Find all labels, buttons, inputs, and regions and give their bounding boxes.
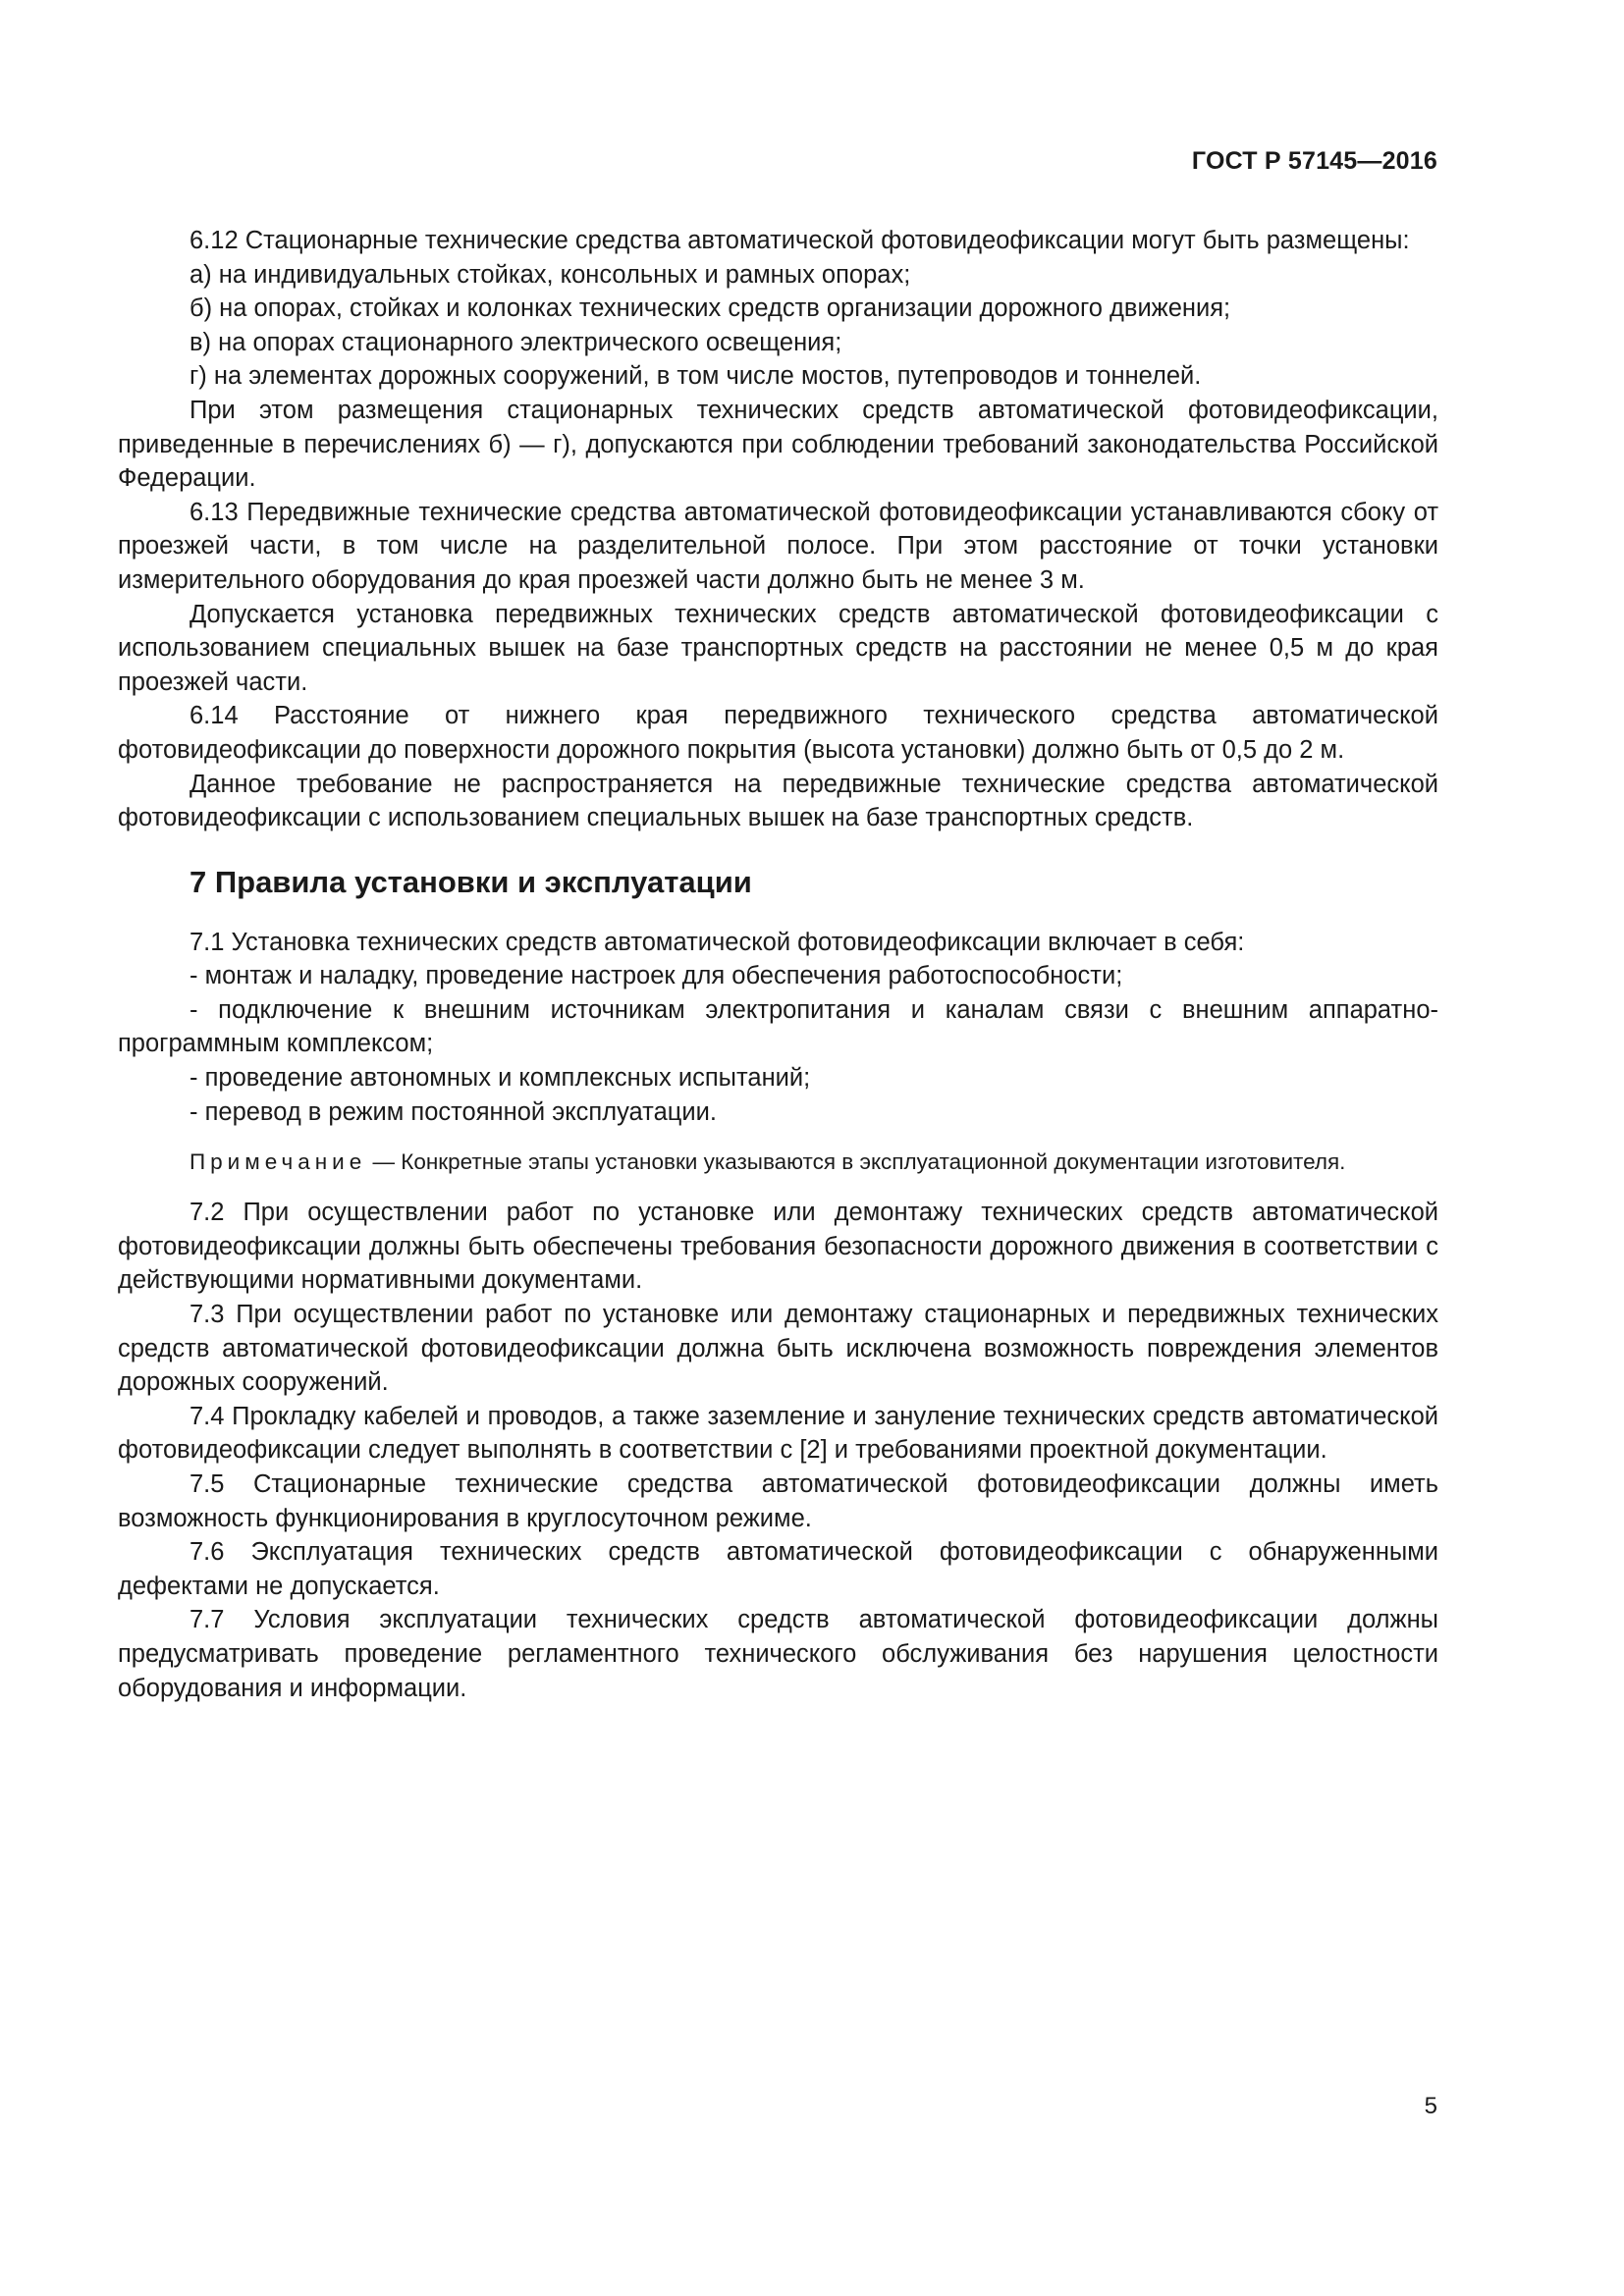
list-item-b: б) на опорах, стойках и колонках технических средств организации дорожного движения; — [189, 294, 1231, 323]
paragraph-7-4: 7.4 Прокладку кабелей и проводов, а также заземление и зануление технических средств автоматической фотовидеофиксации следует выполнять в соответствии с [2] и требованиями проектной документации. — [118, 1402, 1438, 1465]
paragraph-7-7: 7.7 Условия эксплуатации технических средств автоматической фотовидеофиксации должны предусматривать проведение регламентного технического обслуживания без нарушения целостности оборудования и информации. — [118, 1606, 1438, 1702]
list-item-connection: - подключение к внешним источникам электропитания и каналам связи с внешним аппаратно-программным комплексом; — [118, 995, 1438, 1058]
list-item-testing: - проведение автономных и комплексных испытаний; — [189, 1064, 811, 1093]
paragraph-6-12: 6.12 Стационарные технические средства автоматической фотовидеофиксации могут быть размещены: — [189, 227, 1410, 254]
list-item-a: а) на индивидуальных стойках, консольных и рамных опорах; — [189, 260, 911, 289]
list-item-g: г) на элементах дорожных сооружений, в том числе мостов, путепроводов и тоннелей. — [189, 362, 1202, 391]
paragraph-6-12-note: При этом размещения стационарных технических средств автоматической фотовидеофиксации, приведенные в перечислениях б) — г), допускаются при соблюдении требований законодательства Российской Федерации. — [118, 396, 1438, 493]
paragraph-7-2: 7.2 При осуществлении работ по установке или демонтажу технических средств автоматической фотовидеофиксации должны быть обеспечены требования безопасности дорожного движения в соответствии с действующими нормативными документами. — [118, 1199, 1438, 1295]
paragraph-7-5: 7.5 Стационарные технические средства автоматической фотовидеофиксации должны иметь возможность функционирования в круглосуточном режиме. — [118, 1470, 1438, 1532]
paragraph-7-3: 7.3 При осуществлении работ по установке или демонтажу стационарных и передвижных технических средств автоматической фотовидеофиксации должна быть исключена возможность повреждения элементов дорожных сооружений. — [118, 1301, 1438, 1397]
section-7-title: 7 Правила установки и эксплуатации — [189, 864, 752, 899]
paragraph-6-13: 6.13 Передвижные технические средства автоматической фотовидеофиксации устанавливаются сбоку от проезжей части, в том числе на разделительной полосе. При этом расстояние от точки установки измерительного оборудования до края проезжей части должно быть не менее 3 м. — [118, 498, 1438, 594]
note-label: Примечание — [189, 1149, 367, 1175]
paragraph-7-1: 7.1 Установка технических средств автоматической фотовидеофиксации включает в себя: — [189, 928, 1245, 956]
paragraph-7-6: 7.6 Эксплуатация технических средств автоматической фотовидеофиксации с обнаруженными дефектами не допускается. — [118, 1538, 1438, 1600]
list-item-v: в) на опорах стационарного электрического освещения; — [189, 328, 842, 356]
paragraph-6-14: 6.14 Расстояние от нижнего края передвижного технического средства автоматической фотовидеофиксации до поверхности дорожного покрытия (высота установки) должно быть от 0,5 до 2 м. — [118, 702, 1438, 764]
note-text: — Конкретные этапы установки указываются в эксплуатационной документации изготовителя. — [366, 1149, 1346, 1175]
document-body — [118, 224, 1438, 1705]
paragraph-6-13-addendum: Допускается установка передвижных технических средств автоматической фотовидеофиксации с использованием специальных вышек на базе транспортных средств на расстоянии не менее 0,5 м до края проезжей части. — [118, 600, 1438, 696]
list-item-operation: - перевод в режим постоянной эксплуатации. — [189, 1097, 717, 1126]
list-item-mounting: - монтаж и наладку, проведение настроек для обеспечения работоспособности; — [189, 962, 1123, 990]
document-code-header: ГОСТ Р 57145—2016 — [1191, 147, 1437, 175]
note — [118, 1147, 1438, 1177]
paragraph-6-14-addendum: Данное требование не распространяется на передвижные технические средства автоматической фотовидеофиксации с использованием специальных вышек на базе транспортных средств. — [118, 770, 1438, 832]
page-number: 5 — [1424, 2093, 1437, 2119]
